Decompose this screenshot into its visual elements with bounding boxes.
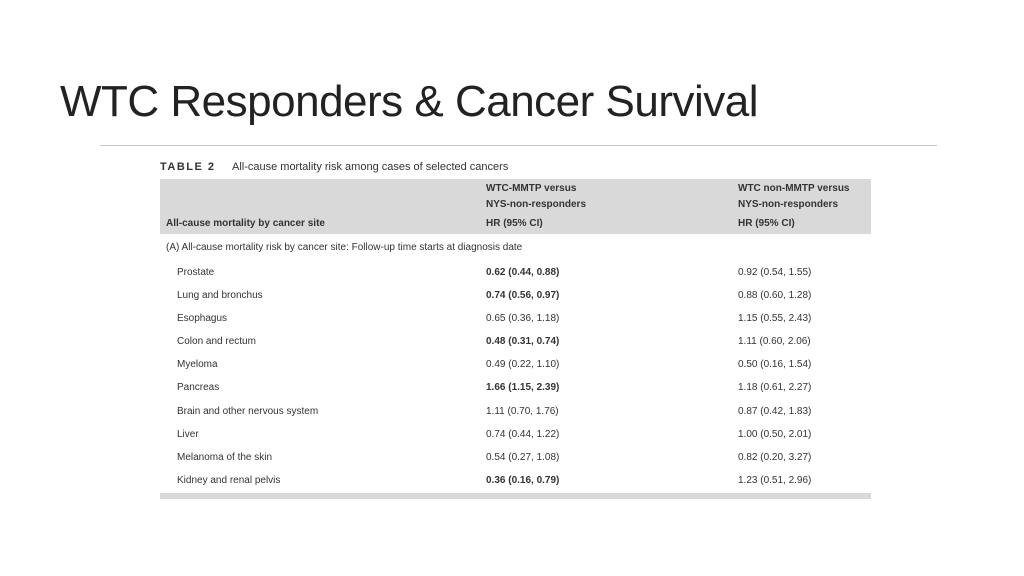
header-wtc-mmtp-line2: NYS-non-responders <box>486 199 587 210</box>
table-bottom-rule <box>160 493 871 499</box>
table-body <box>160 261 871 492</box>
cell-cancer-site: Myeloma <box>177 359 218 371</box>
cell-cancer-site: Lung and bronchus <box>177 290 263 302</box>
table-header <box>160 179 871 234</box>
table-row <box>160 400 871 423</box>
header-cancer-site: All-cause mortality by cancer site <box>166 218 325 229</box>
cell-cancer-site: Brain and other nervous system <box>177 405 319 417</box>
cell-mmtp-hr: 0.62 (0.44, 0.88) <box>486 267 560 278</box>
cell-cancer-site: Liver <box>177 428 199 440</box>
header-wtc-mmtp-line1: WTC-MMTP versus <box>486 183 577 194</box>
table-row <box>160 469 871 492</box>
table-caption <box>160 157 871 179</box>
table-row <box>160 307 871 330</box>
table-caption-text: All-cause mortality risk among cases of selected cancers <box>231 161 509 173</box>
header-wtc-mmtp-hr: HR (95% CI) <box>486 218 543 229</box>
table-row <box>160 284 871 307</box>
header-wtc-non-mmtp <box>738 181 849 232</box>
cell-non-mmtp-hr: 1.23 (0.51, 2.96) <box>738 474 812 486</box>
cell-cancer-site: Kidney and renal pelvis <box>177 474 281 486</box>
cell-mmtp-hr: 0.49 (0.22, 1.10) <box>486 359 560 371</box>
cell-non-mmtp-hr: 1.15 (0.55, 2.43) <box>738 313 812 325</box>
cell-non-mmtp-hr: 1.11 (0.60, 2.06) <box>738 336 811 348</box>
table-row <box>160 353 871 376</box>
cell-non-mmtp-hr: 0.87 (0.42, 1.83) <box>738 405 812 417</box>
cell-non-mmtp-hr: 0.50 (0.16, 1.54) <box>738 359 812 371</box>
cell-non-mmtp-hr: 0.88 (0.60, 1.28) <box>738 290 812 302</box>
cell-non-mmtp-hr: 0.92 (0.54, 1.55) <box>738 267 812 278</box>
section-label: (A) All-cause mortality risk by cancer site: Follow-up time starts at diagnosis date <box>166 242 523 253</box>
cell-mmtp-hr: 0.48 (0.31, 0.74) <box>486 336 560 348</box>
header-wtc-mmtp <box>486 181 586 232</box>
header-wtc-non-mmtp-line1: WTC non-MMTP versus <box>738 183 850 194</box>
table-row <box>160 376 871 399</box>
header-wtc-non-mmtp-line2: NYS-non-responders <box>738 199 839 210</box>
cell-mmtp-hr: 1.11 (0.70, 1.76) <box>486 405 559 417</box>
cell-mmtp-hr: 0.65 (0.36, 1.18) <box>486 313 560 325</box>
table-row <box>160 261 871 284</box>
title-divider <box>100 145 937 146</box>
cell-mmtp-hr: 0.36 (0.16, 0.79) <box>486 474 560 486</box>
table-row <box>160 446 871 469</box>
cell-cancer-site: Pancreas <box>177 382 220 394</box>
slide-title: WTC Responders & Cancer Survival <box>60 77 759 126</box>
cell-cancer-site: Prostate <box>177 267 215 278</box>
cell-mmtp-hr: 0.74 (0.56, 0.97) <box>486 290 560 302</box>
cell-non-mmtp-hr: 1.18 (0.61, 2.27) <box>738 382 812 394</box>
cell-mmtp-hr: 0.54 (0.27, 1.08) <box>486 451 560 463</box>
table-caption-label: TABLE 2 <box>160 161 216 173</box>
table-row <box>160 423 871 446</box>
cell-non-mmtp-hr: 0.82 (0.20, 3.27) <box>738 451 812 463</box>
cell-non-mmtp-hr: 1.00 (0.50, 2.01) <box>738 428 812 440</box>
cell-cancer-site: Colon and rectum <box>177 336 256 348</box>
header-wtc-non-mmtp-hr: HR (95% CI) <box>738 218 795 229</box>
mortality-table <box>160 157 871 499</box>
cell-mmtp-hr: 1.66 (1.15, 2.39) <box>486 382 560 394</box>
cell-mmtp-hr: 0.74 (0.44, 1.22) <box>486 428 560 440</box>
table-row <box>160 330 871 353</box>
cell-cancer-site: Esophagus <box>177 313 228 325</box>
cell-cancer-site: Melanoma of the skin <box>177 451 273 463</box>
